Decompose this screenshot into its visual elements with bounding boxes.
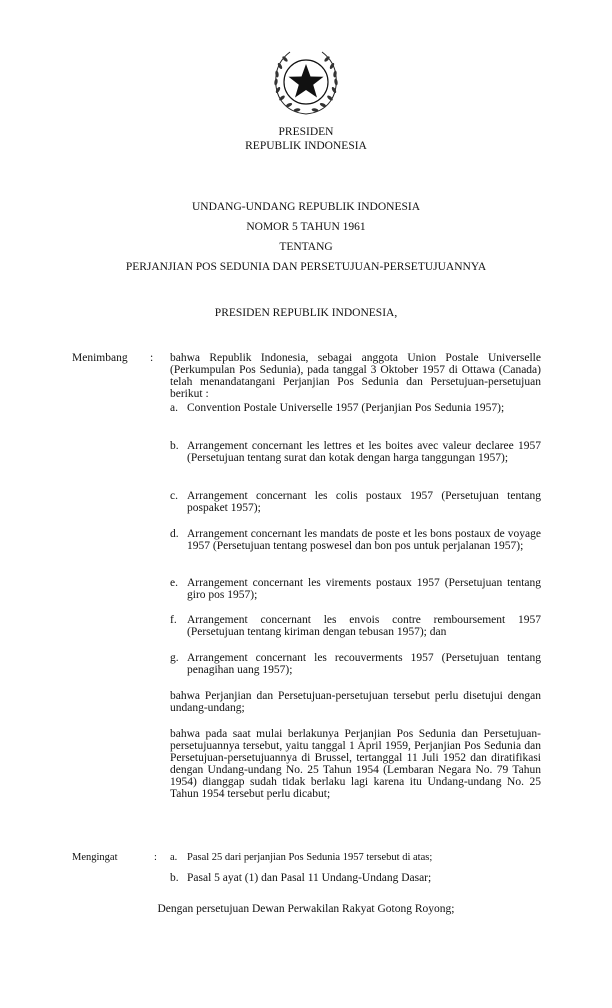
item-text: Arrangement concernant les lettres et les boites avec valeur declaree 1957 (Persetujuan tentang surat dan kotak dengan harga tanggungan 1957); (187, 440, 541, 464)
item-letter: b. (170, 872, 179, 884)
title-number: NOMOR 5 TAHUN 1961 (246, 221, 366, 233)
title-law: UNDANG-UNDANG REPUBLIK INDONESIA (191, 201, 421, 213)
item-letter: d. (170, 528, 179, 540)
menimbang-intro-text: bahwa Republik Indonesia, sebagai anggota Union Postale Universelle (Perkumpulan Pos Sedunia), pada tanggal 3 Oktober 1957 di Ottawa (Canada) telah menandatangani Perjanjian Pos Sedunia dan Persetujuan-persetujuan berikut : (170, 352, 541, 400)
item-letter: g. (170, 652, 179, 664)
item-text: Pasal 25 dari perjanjian Pos Sedunia 1957 tersebut di atas; (187, 852, 433, 863)
menimbang-para-3-text: bahwa pada saat mulai berlakunya Perjanjian Pos Sedunia dan Persetujuan-persetujuannya tersebut, yaitu tanggal 1 April 1959, Perjanjian Pos Sedunia dan Persetujuan-persetujuannya di Brussel, tertanggal 11 Juli 1952 dan diratifikasi dengan Undang-undang No. 25 Tahun 1954 (Lembaran Negara No. 79 Tahun 1954) dianggap sudah tidak berlaku lagi karena itu Undang-undang No. 25 Tahun 1954 tersebut perlu dicabut; (170, 728, 541, 800)
item-letter: e. (170, 577, 178, 589)
closing-consent: Dengan persetujuan Dewan Perwakilan Rakyat Gotong Royong; (157, 903, 455, 915)
item-text: Arrangement concernant les recouverments 1957 (Persetujuan tentang penagihan uang 1957); (187, 652, 541, 676)
presidential-emblem-icon (268, 44, 344, 120)
title-about: TENTANG (279, 241, 333, 253)
item-letter: a. (170, 402, 178, 414)
menimbang-para-2 (170, 690, 541, 714)
header-republic: REPUBLIK INDONESIA (245, 140, 367, 152)
item-letter: a. (170, 852, 178, 863)
menimbang-label: Menimbang (72, 352, 128, 364)
item-text: Convention Postale Universelle 1957 (Perjanjian Pos Sedunia 1957); (187, 402, 505, 414)
menimbang-para-2-text: bahwa Perjanjian dan Persetujuan-persetujuan tersebut perlu disetujui dengan undang-undang; (170, 690, 541, 714)
title-subject: PERJANJIAN POS SEDUNIA DAN PERSETUJUAN-PERSETUJUANNYA (125, 261, 487, 273)
mengingat-label: Mengingat (72, 852, 118, 863)
menimbang-para-3 (170, 728, 541, 800)
enacting-authority: PRESIDEN REPUBLIK INDONESIA, (214, 307, 398, 319)
menimbang-colon: : (150, 352, 154, 364)
item-text: Arrangement concernant les mandats de poste et les bons postaux de voyage 1957 (Persetujuan tentang poswesel dan bon pos untuk perjalanan 1957); (187, 528, 541, 552)
item-text: Arrangement concernant les colis postaux 1957 (Persetujuan tentang pospaket 1957); (187, 490, 541, 514)
item-letter: c. (170, 490, 178, 502)
menimbang-intro (170, 352, 541, 400)
item-text: Arrangement concernant les virements postaux 1957 (Persetujuan tentang giro pos 1957); (187, 577, 541, 601)
mengingat-colon: : (154, 852, 157, 863)
header-president: PRESIDEN (278, 126, 334, 138)
item-text: Arrangement concernant les envois contre remboursement 1957 (Persetujuan tentang kiriman dengan tebusan 1957); dan (187, 614, 541, 638)
item-letter: b. (170, 440, 179, 452)
item-letter: f. (170, 614, 177, 626)
item-text: Pasal 5 ayat (1) dan Pasal 11 Undang-Undang Dasar; (187, 872, 432, 884)
